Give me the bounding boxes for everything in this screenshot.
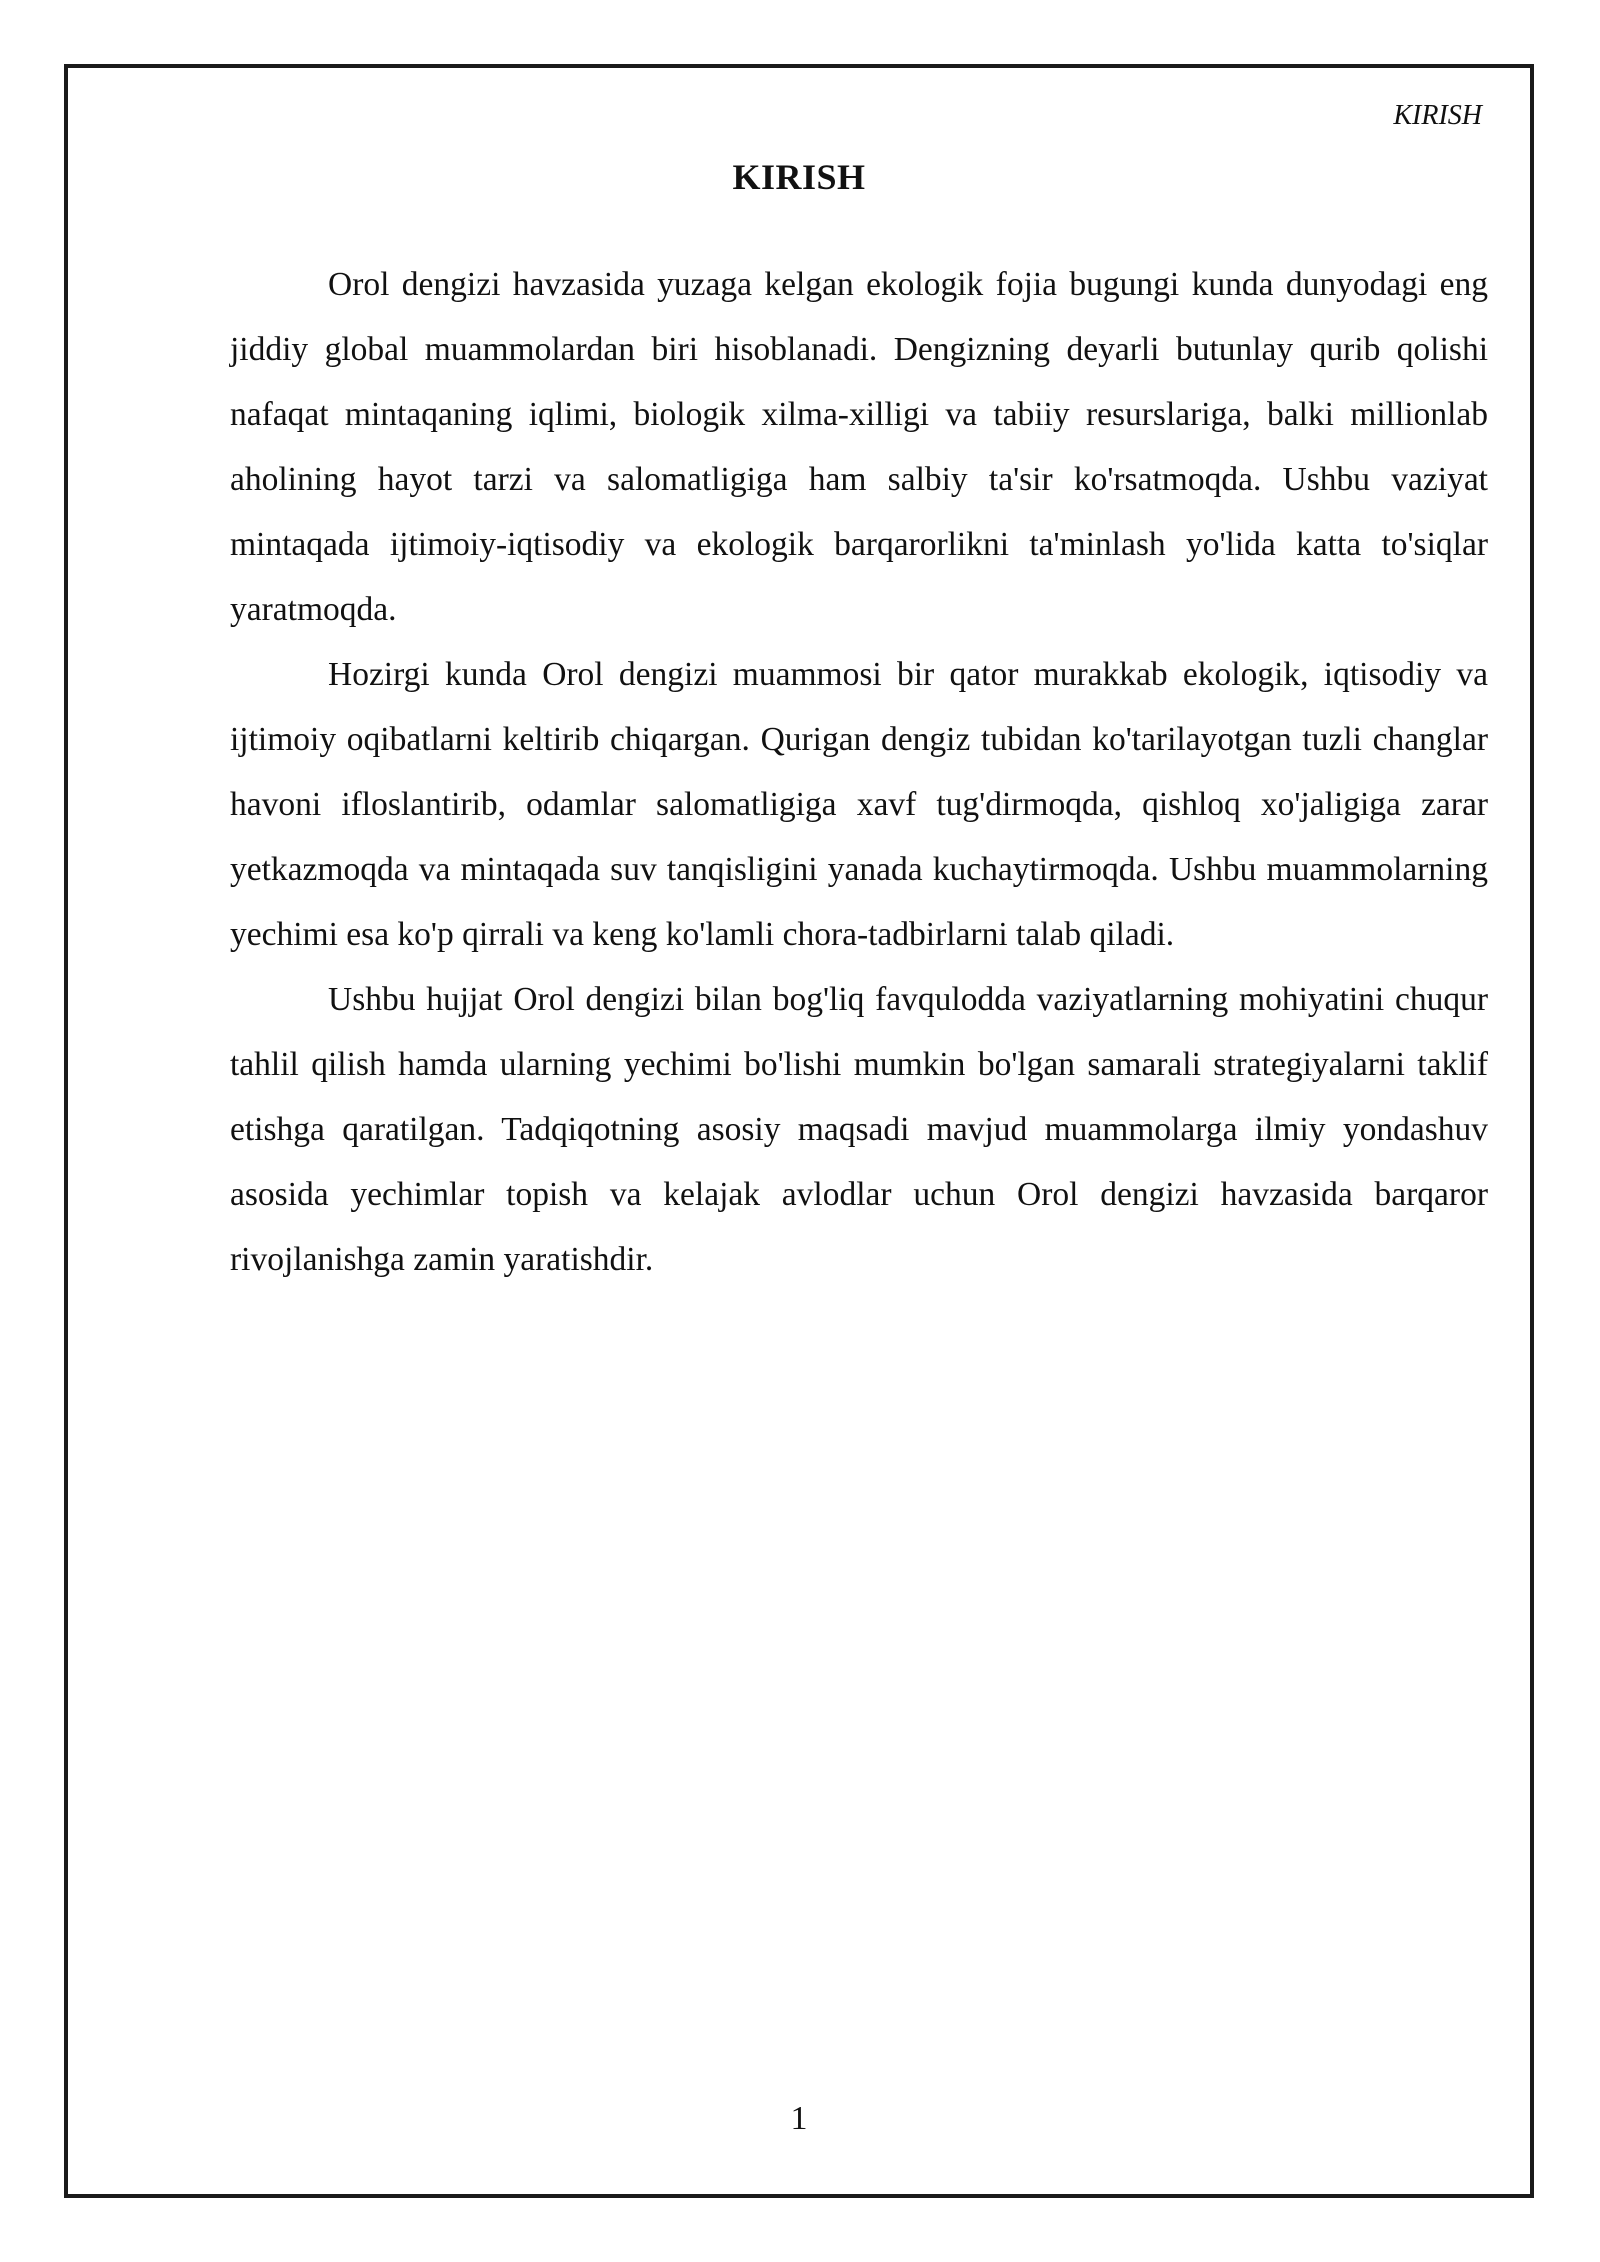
page-title: KIRISH: [732, 157, 866, 197]
page-number: 1: [790, 2100, 808, 2137]
page-border: [64, 64, 1534, 2198]
body-text: [230, 252, 1488, 1292]
running-header: KIRISH: [1393, 100, 1482, 131]
paragraph-1: Orol dengizi havzasida yuzaga kelgan ekologik fojia bugungi kunda dunyodagi eng jiddiy global muammolardan biri hisoblanadi. Dengizning deyarli butunlay qurib qolishi nafaqat mintaqaning iqlimi, biologik xilma-xilligi va tabiiy resurslariga, balki millionlab aholining hayot tarzi va salomatligiga ham salbiy ta'sir ko'rsatmoqda. Ushbu vaziyat mintaqada ijtimoiy-iqtisodiy va ekologik barqarorlikni ta'minlash yo'lida katta to'siqlar yaratmoqda.: [230, 266, 1488, 628]
paragraph-3: Ushbu hujjat Orol dengizi bilan bog'liq favqulodda vaziyatlarning mohiyatini chuqur tahlil qilish hamda ularning yechimi bo'lishi mumkin bo'lgan samarali strategiyalarni taklif etishga qaratilgan. Tadqiqotning asosiy maqsadi mavjud muammolarga ilmiy yondashuv asosida yechimlar topish va kelajak avlodlar uchun Orol dengizi havzasida barqaror rivojlanishga zamin yaratishdir.: [230, 981, 1488, 1278]
paragraph-2: Hozirgi kunda Orol dengizi muammosi bir qator murakkab ekologik, iqtisodiy va ijtimoiy oqibatlarni keltirib chiqargan. Qurigan dengiz tubidan ko'tarilayotgan tuzli changlar havoni ifloslantirib, odamlar salomatligiga xavf tug'dirmoqda, qishloq xo'jaligiga zarar yetkazmoqda va mintaqada suv tanqisligini yanada kuchaytirmoqda. Ushbu muammolarning yechimi esa ko'p qirrali va keng ko'lamli chora-tadbirlarni talab qiladi.: [230, 656, 1488, 953]
